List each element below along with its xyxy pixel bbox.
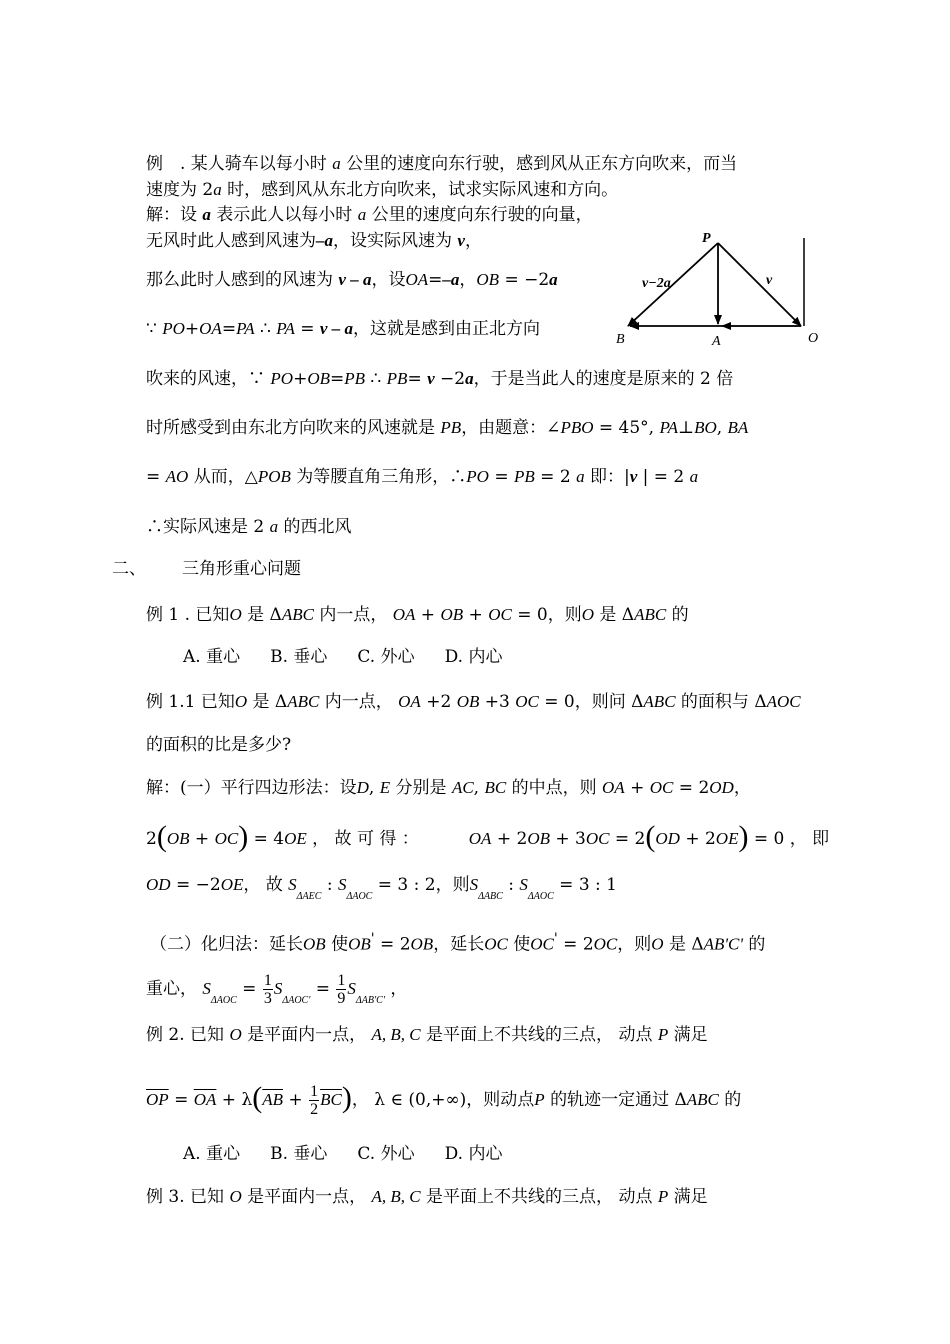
text: 是 Δ [241, 605, 282, 625]
var: S [273, 979, 283, 998]
paren: ( [645, 820, 656, 853]
text: +2 [420, 692, 457, 712]
denominator: 9 [337, 990, 346, 1007]
text: 重心， [146, 979, 203, 999]
text: 时所感受到由东北方向吹来的风速就是 [146, 418, 441, 438]
text: + [624, 778, 650, 798]
text: , [368, 778, 380, 798]
text: 是 Δ [247, 692, 288, 712]
subscript: ΔAOC [346, 891, 373, 902]
text: ，则问 Δ [574, 692, 644, 712]
label-P: P [702, 231, 711, 246]
text: ∵ [146, 319, 163, 339]
var: O [229, 605, 242, 624]
text: 速度为 2 [146, 180, 214, 200]
text: 的 [666, 605, 689, 625]
interval: (0,+∞) [408, 1090, 467, 1110]
text: + [283, 1090, 309, 1110]
text: 满足 [668, 1187, 708, 1207]
example-2-formula [146, 1083, 741, 1118]
text: 例 2. 已知 [146, 1025, 230, 1045]
text: = 2 [673, 778, 710, 798]
text: 是 Δ [663, 934, 704, 955]
var: a [465, 369, 474, 388]
solution-line-2 [146, 820, 830, 853]
var: PA [236, 319, 255, 338]
var: OC [515, 692, 539, 711]
text: −2 [434, 369, 466, 389]
solution-line-4 [150, 928, 765, 956]
denominator: 2 [310, 1101, 319, 1118]
var: AOC [766, 692, 801, 711]
text: ，延长 [433, 934, 485, 955]
var: O [234, 692, 248, 711]
text: = −2 [499, 270, 550, 290]
var: OA [602, 778, 625, 797]
text: ，则动点 [466, 1090, 535, 1110]
text: 内一点， [319, 692, 399, 712]
text: = [146, 467, 166, 487]
text: ，于是当此人的速度是原来的 2 倍 [473, 369, 734, 389]
subscript: ΔAOC' [282, 995, 311, 1006]
options-2 [183, 1143, 502, 1165]
var: OA [398, 692, 421, 711]
text: 吹来的风速，∵ [146, 369, 271, 389]
var: OD [709, 778, 734, 797]
numerator: 1 [263, 972, 272, 989]
var: O [229, 1187, 242, 1206]
text: 是 Δ [593, 605, 635, 625]
var: a [332, 154, 341, 173]
var: OB [307, 369, 330, 388]
text: 表示此人以每小时 [210, 205, 358, 225]
text: 使 [325, 934, 349, 955]
text: ⊥ [678, 418, 695, 438]
var: –a [442, 270, 460, 289]
var: OA [468, 829, 492, 848]
text: | = 2 [637, 467, 690, 487]
text: 的轨迹一定通过 Δ [544, 1090, 687, 1110]
text: = 0 [511, 605, 548, 625]
text: , [716, 418, 728, 438]
var: A, B, C [371, 1025, 421, 1044]
example-3 [146, 1186, 708, 1208]
text: + [463, 605, 489, 625]
text: （二）化归法：延长 [150, 934, 303, 955]
var: OB [440, 605, 464, 624]
example-1-1-cont [146, 734, 291, 756]
var: PB [440, 418, 462, 437]
text: = 4 [248, 829, 285, 849]
var: OE [284, 829, 307, 848]
text: ，这就是感到由正北方向 [352, 319, 540, 339]
wind-solution-line-8 [146, 516, 352, 538]
text: +3 [479, 692, 516, 712]
var: OB [410, 934, 434, 954]
text: 是平面上不共线的三点， 动点 [420, 1187, 658, 1207]
text: 2 [146, 829, 157, 849]
var: OE [715, 829, 739, 848]
text: 的西北风 [278, 517, 352, 537]
wind-solution-line-3 [146, 269, 558, 291]
text: 是平面内一点， [241, 1025, 372, 1045]
subscript: ΔAOC [527, 891, 554, 902]
numerator: 1 [337, 972, 346, 989]
vector-var: $\overline{BC}$ [320, 1090, 342, 1109]
var: OA [199, 319, 222, 338]
var: E [379, 778, 391, 797]
text: , [473, 778, 485, 798]
text: 公里的速度向东行驶，感到风从正东方向吹来，而当 [340, 154, 738, 174]
text: = 2 [374, 934, 411, 955]
paren: ) [738, 820, 749, 853]
var: AB'C' [703, 934, 744, 954]
var: ABC [634, 605, 667, 624]
var: OB [348, 934, 371, 954]
wind-solution-line-6 [146, 417, 748, 439]
text: + [184, 319, 200, 339]
text: + 2 [491, 829, 528, 849]
var: O [229, 1025, 242, 1044]
var: ABC [643, 692, 676, 711]
text: = [310, 979, 336, 999]
text: 的中点，则 [506, 778, 603, 798]
var: OB [476, 270, 500, 289]
var: a [269, 517, 279, 536]
var: v [629, 467, 638, 486]
text: = 0 ， 即 [748, 829, 830, 849]
text: + λ [216, 1090, 253, 1110]
example-1 [146, 604, 689, 626]
paren: ( [252, 1081, 263, 1114]
text: 分别是 [390, 778, 452, 798]
subscript: ΔABC [478, 891, 503, 902]
text: = [236, 979, 262, 999]
text: = [330, 369, 345, 389]
var: S [347, 979, 356, 998]
text: 解：(一）平行四边形法：设 [146, 778, 357, 798]
label-v: v [766, 273, 773, 288]
section-number: 二、 [112, 559, 146, 579]
var: BO [694, 418, 717, 437]
var: v [427, 369, 435, 388]
var: PA [276, 319, 295, 338]
text: 例 1 . 已知 [146, 605, 230, 625]
var: P [534, 1090, 545, 1109]
var: S [202, 979, 211, 998]
var: AO [165, 467, 189, 486]
var: BC [484, 778, 507, 797]
var: OD [655, 829, 680, 848]
paren: ( [156, 820, 167, 853]
var: PO [270, 369, 294, 388]
var: a [213, 180, 222, 199]
solution-line-5 [146, 972, 407, 1007]
var: OC [488, 605, 512, 624]
var: v – a [338, 270, 372, 289]
text: = [488, 467, 514, 487]
numerator: 1 [310, 1083, 319, 1100]
var: PB [344, 369, 366, 388]
text: : [321, 875, 338, 895]
var: POB [257, 467, 291, 486]
var: a [202, 205, 211, 224]
wind-solution-line-4 [146, 318, 540, 340]
text: ，则 [617, 934, 652, 955]
text: 的面积的比是多少? [146, 735, 292, 755]
var: O [651, 934, 664, 954]
text: = 3 : 1 [553, 875, 617, 895]
text: 公里的速度向东行驶的向量， [366, 205, 593, 225]
text: ， 故 可 得 ： [306, 829, 419, 849]
paren: ) [341, 1081, 352, 1114]
text: 是平面内一点， [241, 1187, 372, 1207]
var: PB [514, 467, 535, 486]
vector-PO [718, 243, 801, 326]
var: OA [405, 270, 429, 289]
prime: ' [553, 931, 558, 947]
fraction-one-third [263, 972, 273, 1007]
var: v – a [319, 319, 353, 338]
text: ，则 [435, 875, 470, 895]
solution-line-3 [146, 874, 617, 902]
wind-solution-line-1 [146, 204, 593, 226]
var: a [689, 467, 699, 486]
var: a [357, 205, 367, 224]
options-1 [183, 646, 502, 668]
text: 那么此时人感到的风速为 [146, 270, 339, 290]
option-d: D. 内心 [444, 1144, 503, 1164]
example-2 [146, 1024, 708, 1046]
var: PA [659, 418, 679, 437]
var: OC [530, 934, 554, 954]
text: = [168, 1090, 194, 1110]
text: 例 3. 已知 [146, 1187, 230, 1207]
vector-diagram [608, 226, 833, 354]
text: = 3 : 2 [372, 875, 436, 895]
text: = [294, 319, 320, 339]
text: ∴ [365, 369, 387, 389]
text: = [428, 270, 443, 290]
section-heading [112, 558, 301, 580]
text: ， [733, 778, 751, 798]
text: 例 1.1 已知 [146, 692, 235, 712]
text: 是平面上不共线的三点， 动点 [420, 1025, 658, 1045]
text: + [189, 829, 215, 849]
text: = 45°, [593, 418, 660, 438]
label-A: A [712, 334, 721, 349]
text: 时，感到风从东北方向吹来，试求实际风速和方向。 [221, 180, 619, 200]
text: = 0 [538, 692, 575, 712]
var: OB [166, 829, 190, 848]
text: + [415, 605, 441, 625]
text: ∴ [254, 319, 277, 339]
text: ，则 [547, 605, 582, 625]
option-b: B. 垂心 [270, 1144, 328, 1164]
text: ， 故 [243, 875, 289, 895]
var: OC [593, 934, 618, 954]
var: OA [392, 605, 416, 624]
text: ， [459, 270, 477, 290]
subscript: ΔAB'C' [355, 995, 385, 1006]
var: S [288, 875, 297, 894]
var: –a [316, 231, 333, 250]
text: 从而，△ [188, 467, 258, 487]
label-v-minus-2a: v−2a [642, 276, 671, 291]
paren: ) [238, 820, 249, 853]
text: 解：设 [146, 205, 203, 225]
text: = 2 [609, 829, 646, 849]
text: ，设 [371, 270, 406, 290]
option-a: A. 重心 [183, 647, 241, 667]
wind-solution-line-5 [146, 368, 733, 390]
text: 的 [743, 934, 766, 955]
fraction-one-ninth [336, 972, 346, 1007]
var: OB [303, 934, 326, 954]
text: 即：| [584, 467, 630, 487]
var: OC [484, 934, 508, 954]
wind-example-line-2 [146, 179, 618, 201]
text: 满足 [668, 1025, 708, 1045]
subscript: ΔAEC [296, 891, 322, 902]
fraction-one-half [309, 1083, 319, 1118]
text: 例 . 某人骑车以每小时 [146, 154, 333, 174]
var: OE [220, 875, 244, 894]
text: + 3 [549, 829, 586, 849]
wind-solution-line-2 [146, 230, 482, 252]
text: 无风时此人感到风速为 [146, 231, 316, 251]
text: + 2 [679, 829, 716, 849]
option-b: B. 垂心 [270, 647, 328, 667]
text: ， λ ∈ [351, 1090, 409, 1110]
var: ABC [686, 1090, 719, 1109]
solution-line-1 [146, 777, 751, 799]
var: S [337, 875, 347, 894]
var: S [469, 875, 479, 894]
var: BA [727, 418, 749, 437]
var: a [549, 270, 558, 289]
label-B: B [616, 332, 625, 347]
option-a: A. 重心 [183, 1144, 241, 1164]
label-O: O [808, 331, 819, 346]
var: P [657, 1025, 669, 1044]
text: = [407, 369, 428, 389]
var: P [657, 1187, 669, 1206]
text: ， [384, 979, 408, 999]
var: ABC [287, 692, 320, 711]
text: = 2 [534, 467, 577, 487]
subscript: ΔAOC [210, 995, 237, 1006]
option-d: D. 内心 [444, 647, 503, 667]
denominator: 3 [263, 990, 272, 1007]
wind-solution-line-7 [146, 466, 698, 488]
vector-var: $\overline{AB}$ [262, 1090, 284, 1109]
text: ，由题意：∠ [461, 418, 561, 438]
var: OB [527, 829, 550, 848]
var: OD [146, 875, 171, 894]
vector-var: $\overline{OP}$ [146, 1090, 169, 1109]
text: 为等腰直角三角形，∴ [290, 467, 467, 487]
text: = −2 [170, 875, 221, 895]
text: = 2 [557, 934, 594, 955]
text: + [293, 369, 308, 389]
var: AC [451, 778, 474, 797]
var: S [519, 875, 528, 894]
example-1-1 [146, 691, 801, 713]
var: O [581, 605, 594, 624]
var: PB [386, 369, 408, 388]
var: PO [162, 319, 185, 338]
text: ， [464, 231, 482, 251]
text: 使 [507, 934, 531, 955]
text: 的 [718, 1090, 742, 1110]
text: 内一点， [313, 605, 393, 625]
var: PBO [560, 418, 594, 437]
section-title: 三角形重心问题 [182, 559, 301, 579]
var: D [356, 778, 369, 797]
var: OC [585, 829, 610, 848]
wind-example-line-1 [146, 153, 737, 175]
text: = [221, 319, 237, 339]
text: 的面积与 Δ [675, 692, 767, 712]
text: ∴实际风速是 2 [146, 517, 270, 537]
var: OC [649, 778, 674, 797]
vector-var: $\overline{OA}$ [193, 1090, 217, 1109]
option-c: C. 外心 [357, 1144, 415, 1164]
option-c: C. 外心 [357, 647, 415, 667]
text: ，设实际风速为 [333, 231, 458, 251]
text: : [502, 875, 520, 895]
var: PO [466, 467, 489, 486]
var: ABC [281, 605, 314, 624]
var: A, B, C [371, 1187, 421, 1206]
var: OC [214, 829, 239, 848]
var: a [576, 467, 585, 486]
prime: ' [370, 931, 375, 947]
var: v [457, 231, 465, 250]
var: OB [456, 692, 480, 711]
